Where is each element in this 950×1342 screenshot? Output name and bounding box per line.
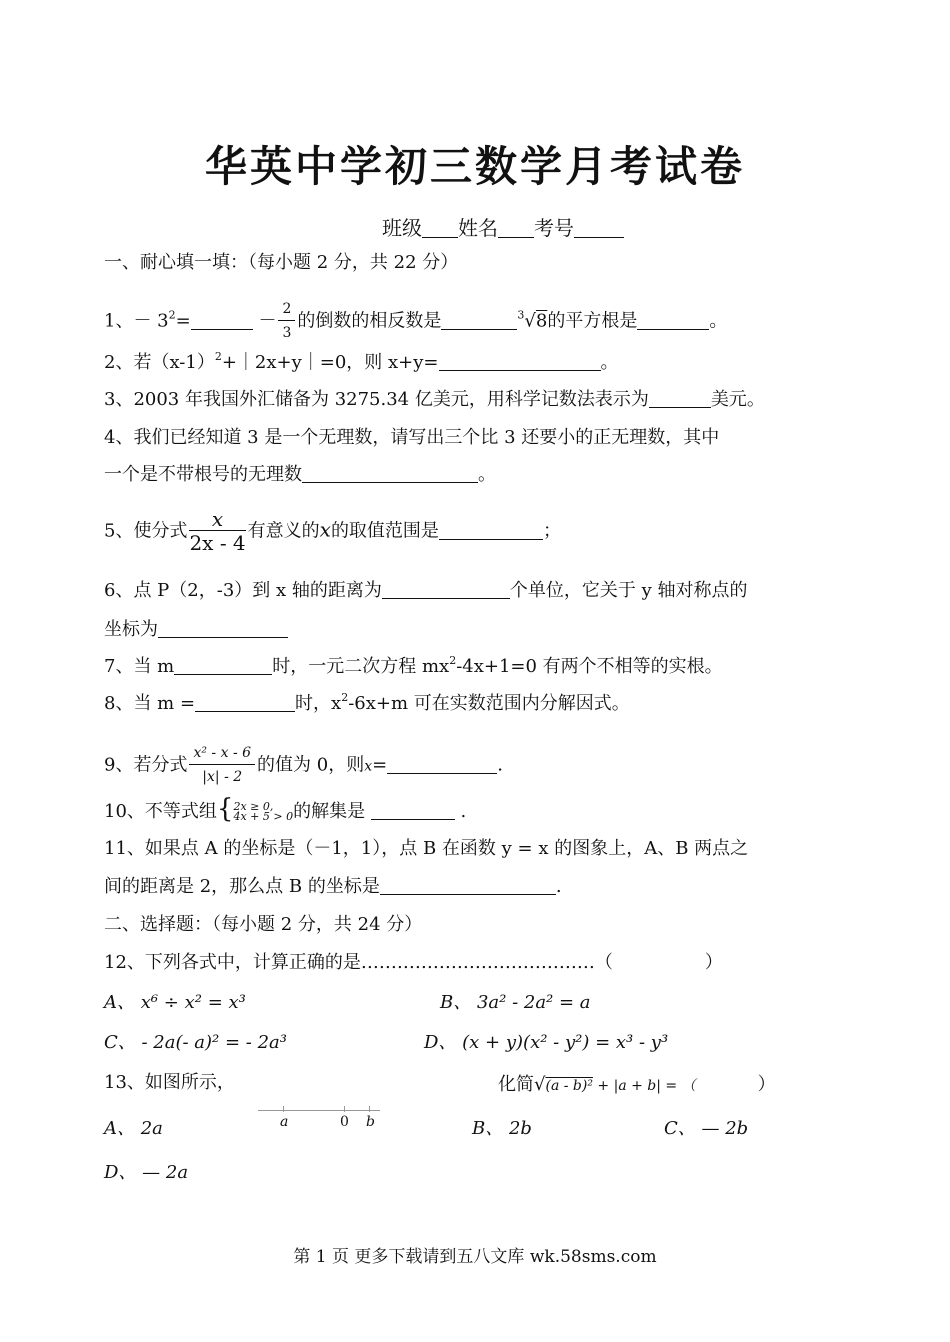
- answer-blank[interactable]: [441, 311, 517, 330]
- label-b: b: [366, 1114, 375, 1130]
- question-1: 1、－ $3^2=$ － $\frac{2}{3}$ 的倒数的相反数是 $^3$√8的平方根是 。: [104, 298, 727, 345]
- question-12: 12、下列各式中，计算正确的是…………………………………（ ）: [104, 952, 723, 973]
- answer-blank[interactable]: [637, 311, 709, 330]
- q13-option-d[interactable]: D、 — 2a: [104, 1162, 189, 1183]
- label-0: 0: [340, 1114, 349, 1130]
- question-3: 3、2003 年我国外汇储备为 3275.34 亿美元，用科学记数法表示为 美元。: [104, 389, 765, 410]
- q12-option-d[interactable]: D、 (x + y)(x² - y²) = x³ - y³: [424, 1032, 669, 1053]
- question-11-cont: 间的距离是 2，那么点 B 的坐标是 .: [104, 876, 562, 897]
- q12-option-b[interactable]: B、 3a² - 2a² = a: [440, 992, 591, 1013]
- number-line: [258, 1110, 380, 1111]
- answer-blank[interactable]: [380, 876, 556, 895]
- question-5: 5、使分式 $\frac{x}{2x - 4}$ 有意义的x的取值范围是 ；: [104, 507, 561, 555]
- class-label: 班级: [382, 216, 422, 240]
- question-11: 11、如果点 A 的坐标是（－1，1），点 B 在函数 y = x 的图象上，A、B 两点之: [104, 838, 749, 859]
- question-7: 7、当 m 时，一元二次方程 $mx^2-4x+1=0$ 有两个不相等的实根。: [104, 654, 723, 677]
- answer-blank[interactable]: [649, 389, 711, 408]
- tick-0: [344, 1106, 345, 1112]
- question-2: 2、若$(x-1)^2+|2x+y|=0$，则 x+y= 。: [104, 350, 619, 373]
- fraction: $\frac{\text{x² - x - 6}}{|x| - 2}$: [189, 742, 255, 789]
- number-label: 考号: [534, 216, 574, 240]
- answer-blank[interactable]: [439, 352, 601, 371]
- label-a: a: [280, 1114, 289, 1130]
- q13-option-a[interactable]: A、 2a: [104, 1118, 163, 1139]
- student-info: [382, 212, 624, 241]
- section-1-heading: 一、耐心填一填：（每小题 2 分，共 22 分）: [104, 252, 459, 273]
- brace: {: [216, 794, 234, 824]
- section-2-heading: 二、选择题：（每小题 2 分，共 24 分）: [104, 914, 423, 935]
- question-9: 9、若分式 $\frac{\text{x² - x - 6}}{|x| - 2}$ 的值为 0，则x= .: [104, 742, 503, 789]
- answer-blank[interactable]: [371, 801, 455, 820]
- question-6: 6、点 P（2，-3）到 x 轴的距离为 个单位，它关于 y 轴对称点的: [104, 580, 748, 601]
- question-4: 4、我们已经知道 3 是一个无理数，请写出三个比 3 还要小的正无理数，其中: [104, 427, 720, 448]
- question-10: 10、不等式组{ 2x ≥ 0, 4x + 5 > 0 的解集是 .: [104, 794, 467, 824]
- q12-option-a[interactable]: A、 x⁶ ÷ x² = x³: [104, 992, 246, 1013]
- tick-a: [283, 1106, 284, 1112]
- answer-blank[interactable]: [439, 521, 543, 540]
- answer-blank[interactable]: [158, 619, 288, 638]
- fraction: $\frac{x}{2x - 4}$: [189, 507, 246, 555]
- question-13: 13、如图所示，: [104, 1072, 235, 1093]
- inequality-system: 2x ≥ 0, 4x + 5 > 0: [233, 800, 294, 823]
- q13-expression: 化简√(a - b)² + |a + b| = （ ）: [498, 1074, 776, 1095]
- answer-blank[interactable]: [195, 693, 295, 712]
- q13-option-b[interactable]: B、 2b: [472, 1118, 532, 1139]
- answer-blank[interactable]: [302, 464, 478, 483]
- answer-blank[interactable]: [174, 656, 272, 675]
- cube-root-sign: √: [524, 310, 536, 332]
- class-blank[interactable]: [422, 219, 458, 238]
- answer-blank[interactable]: [382, 580, 510, 599]
- page-title: 华英中学初三数学月考试卷: [204, 142, 745, 191]
- q12-option-c[interactable]: C、 - 2a(- a)² = - 2a³: [104, 1032, 288, 1053]
- fraction: $\frac{2}{3}$: [278, 298, 295, 345]
- tick-b: [369, 1106, 370, 1112]
- question-8: 8、当 m = 时，$x^2-6x+m$ 可在实数范围内分解因式。: [104, 691, 630, 714]
- sqrt-sign: √: [534, 1074, 546, 1095]
- page-footer: 第 1 页 更多下载请到五八文库 wk.58sms.com: [293, 1247, 657, 1267]
- answer-blank[interactable]: [191, 311, 253, 330]
- name-label: 姓名: [458, 216, 498, 240]
- question-6-cont: 坐标为: [104, 617, 288, 643]
- name-blank[interactable]: [498, 219, 534, 238]
- answer-blank[interactable]: [387, 755, 497, 774]
- number-blank[interactable]: [574, 219, 624, 238]
- q13-option-c[interactable]: C、 — 2b: [664, 1118, 749, 1139]
- question-4-cont: 一个是不带根号的无理数 。: [104, 464, 496, 485]
